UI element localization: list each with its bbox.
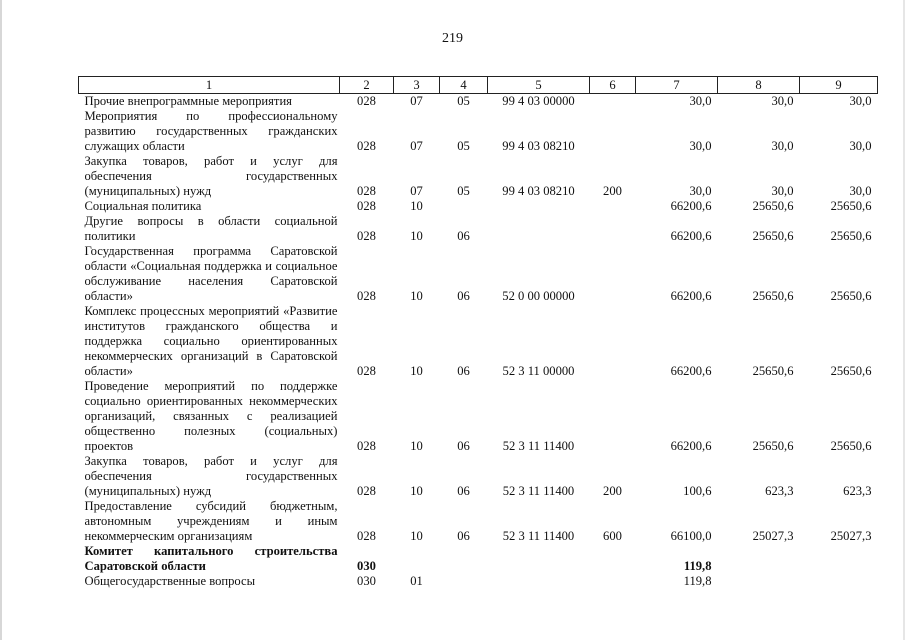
section-code: 07 xyxy=(410,139,423,153)
table-row xyxy=(79,94,878,110)
amount-col7: 66200,6 xyxy=(670,289,712,303)
ministry-code: 028 xyxy=(357,229,376,243)
amount-col9: 25650,6 xyxy=(830,229,872,243)
table-row xyxy=(79,304,878,379)
amount-col8 xyxy=(718,559,800,574)
table-row xyxy=(79,379,878,454)
section-code: 10 xyxy=(410,484,423,498)
ministry-code: 028 xyxy=(357,364,376,378)
section-code xyxy=(394,559,440,574)
ministry-code: 030 xyxy=(357,559,376,573)
amount-col7: 30,0 xyxy=(689,94,712,108)
amount-col8: 623,3 xyxy=(765,484,794,498)
subsection-code: 05 xyxy=(457,184,470,198)
section-code: 01 xyxy=(410,574,423,588)
subsection-code: 06 xyxy=(457,364,470,378)
amount-col8: 30,0 xyxy=(771,184,794,198)
amount-col7: 66200,6 xyxy=(670,199,712,213)
row-name: Другие вопросы в области социальной политики xyxy=(84,214,338,243)
column-header: 5 xyxy=(488,77,590,94)
ministry-code: 028 xyxy=(357,94,376,108)
ministry-code xyxy=(340,544,394,559)
amount-col9: 623,3 xyxy=(843,484,872,498)
expense-type xyxy=(590,244,636,304)
amount-col7: 119,8 xyxy=(683,559,712,573)
amount-col7: 119,8 xyxy=(683,574,712,588)
amount-col7: 30,0 xyxy=(689,139,712,153)
row-name: Прочие внепрограммные мероприятия xyxy=(84,94,292,108)
column-header: 3 xyxy=(394,77,440,94)
target-article: 52 3 11 11400 xyxy=(502,484,575,498)
target-article xyxy=(488,544,590,559)
budget-table xyxy=(78,76,878,589)
row-name: Проведение мероприятий по поддержке социально ориентированных некоммерческих организаций, связанных с реализацией общественно полезных (социальных) проектов xyxy=(84,379,338,453)
ministry-code: 028 xyxy=(357,529,376,543)
subsection-code: 06 xyxy=(457,529,470,543)
target-article xyxy=(488,559,590,574)
section-code: 07 xyxy=(410,184,423,198)
expense-type: 200 xyxy=(603,484,622,498)
amount-col9: 25650,6 xyxy=(830,289,872,303)
target-article: 99 4 03 08210 xyxy=(502,184,575,198)
ministry-code: 028 xyxy=(357,199,376,213)
table-row xyxy=(79,214,878,244)
table-row xyxy=(79,199,878,214)
section-code: 10 xyxy=(410,364,423,378)
expense-type xyxy=(590,214,636,244)
amount-col8: 30,0 xyxy=(771,139,794,153)
ministry-code: 028 xyxy=(357,439,376,453)
page-number: 219 xyxy=(442,31,463,46)
amount-col9: 25027,3 xyxy=(830,529,872,543)
amount-col8 xyxy=(718,544,800,559)
amount-col7: 66200,6 xyxy=(670,364,712,378)
subsection-code: 05 xyxy=(457,139,470,153)
ministry-code: 028 xyxy=(357,184,376,198)
amount-col9 xyxy=(800,544,878,559)
subsection-code: 06 xyxy=(457,484,470,498)
row-name: Государственная программа Саратовской области «Социальная поддержка и социальное обслуживание населения Саратовской области» xyxy=(84,244,338,303)
ministry-code: 028 xyxy=(357,289,376,303)
row-name: Комитет капитального строительства xyxy=(84,544,338,558)
amount-col7: 30,0 xyxy=(689,184,712,198)
row-name: Предоставление субсидий бюджетным, автономным учреждениям и иным некоммерческим организациям xyxy=(84,499,338,543)
expense-type: 200 xyxy=(603,184,622,198)
section-code: 07 xyxy=(410,94,423,108)
page-edge-left xyxy=(0,0,2,640)
row-name: Закупка товаров, работ и услуг для обеспечения государственных (муниципальных) нужд xyxy=(84,154,338,198)
amount-col9: 30,0 xyxy=(849,184,872,198)
row-name: Социальная политика xyxy=(84,199,202,213)
amount-col7: 66100,0 xyxy=(670,529,712,543)
target-article xyxy=(488,214,590,244)
target-article: 99 4 03 08210 xyxy=(502,139,575,153)
row-name: Закупка товаров, работ и услуг для обеспечения государственных (муниципальных) нужд xyxy=(84,454,338,498)
target-article: 52 3 11 00000 xyxy=(502,364,575,378)
table-row xyxy=(79,559,878,574)
column-header: 2 xyxy=(340,77,394,94)
table-row xyxy=(79,244,878,304)
subsection-code xyxy=(440,544,488,559)
expense-type xyxy=(590,304,636,379)
section-code: 10 xyxy=(410,439,423,453)
table-row xyxy=(79,499,878,544)
row-name: Саратовской области xyxy=(84,559,206,573)
expense-type xyxy=(590,199,636,214)
section-code: 10 xyxy=(410,229,423,243)
column-header: 7 xyxy=(636,77,718,94)
target-article: 99 4 03 00000 xyxy=(502,94,575,108)
target-article xyxy=(488,574,590,589)
amount-col8: 25650,6 xyxy=(752,364,794,378)
table-row xyxy=(79,454,878,499)
amount-col9 xyxy=(800,574,878,589)
column-header: 4 xyxy=(440,77,488,94)
table-row xyxy=(79,574,878,589)
target-article: 52 0 00 00000 xyxy=(502,289,575,303)
amount-col7: 66200,6 xyxy=(670,439,712,453)
expense-type xyxy=(590,109,636,154)
amount-col8 xyxy=(718,574,800,589)
target-article: 52 3 11 11400 xyxy=(502,439,575,453)
row-name: Общегосударственные вопросы xyxy=(84,574,256,588)
amount-col8: 25650,6 xyxy=(752,439,794,453)
section-code: 10 xyxy=(410,199,423,213)
amount-col9: 25650,6 xyxy=(830,439,872,453)
subsection-code xyxy=(440,199,488,214)
expense-type xyxy=(590,544,636,559)
amount-col9 xyxy=(800,559,878,574)
expense-type xyxy=(590,379,636,454)
expense-type xyxy=(590,574,636,589)
expense-type: 600 xyxy=(603,529,622,543)
target-article xyxy=(488,199,590,214)
amount-col9: 25650,6 xyxy=(830,199,872,213)
amount-col8: 25027,3 xyxy=(752,529,794,543)
amount-col8: 25650,6 xyxy=(752,229,794,243)
table-row xyxy=(79,544,878,559)
subsection-code xyxy=(440,574,488,589)
section-code: 10 xyxy=(410,289,423,303)
column-header: 1 xyxy=(79,77,340,94)
amount-col7: 66200,6 xyxy=(670,229,712,243)
amount-col7 xyxy=(636,544,718,559)
subsection-code: 06 xyxy=(457,289,470,303)
column-header: 8 xyxy=(718,77,800,94)
ministry-code: 028 xyxy=(357,484,376,498)
column-header: 9 xyxy=(800,77,878,94)
amount-col8: 25650,6 xyxy=(752,199,794,213)
target-article: 52 3 11 11400 xyxy=(502,529,575,543)
row-name: Мероприятия по профессиональному развитию государственных гражданских служащих области xyxy=(84,109,338,153)
amount-col8: 30,0 xyxy=(771,94,794,108)
table-row xyxy=(79,109,878,154)
expense-type xyxy=(590,559,636,574)
table-header-row xyxy=(79,77,878,94)
subsection-code: 05 xyxy=(457,94,470,108)
amount-col7: 100,6 xyxy=(683,484,712,498)
subsection-code: 06 xyxy=(457,439,470,453)
table-row xyxy=(79,154,878,199)
subsection-code xyxy=(440,559,488,574)
row-name: Комплекс процессных мероприятий «Развитие институтов гражданского общества и поддержка социально ориентированных некоммерческих организаций в Саратовской области» xyxy=(84,304,338,378)
expense-type xyxy=(590,94,636,110)
table-body xyxy=(79,94,878,590)
amount-col8: 25650,6 xyxy=(752,289,794,303)
amount-col9: 30,0 xyxy=(849,139,872,153)
subsection-code: 06 xyxy=(457,229,470,243)
ministry-code: 028 xyxy=(357,139,376,153)
amount-col9: 30,0 xyxy=(849,94,872,108)
column-header: 6 xyxy=(590,77,636,94)
ministry-code: 030 xyxy=(357,574,376,588)
section-code xyxy=(394,544,440,559)
amount-col9: 25650,6 xyxy=(830,364,872,378)
section-code: 10 xyxy=(410,529,423,543)
